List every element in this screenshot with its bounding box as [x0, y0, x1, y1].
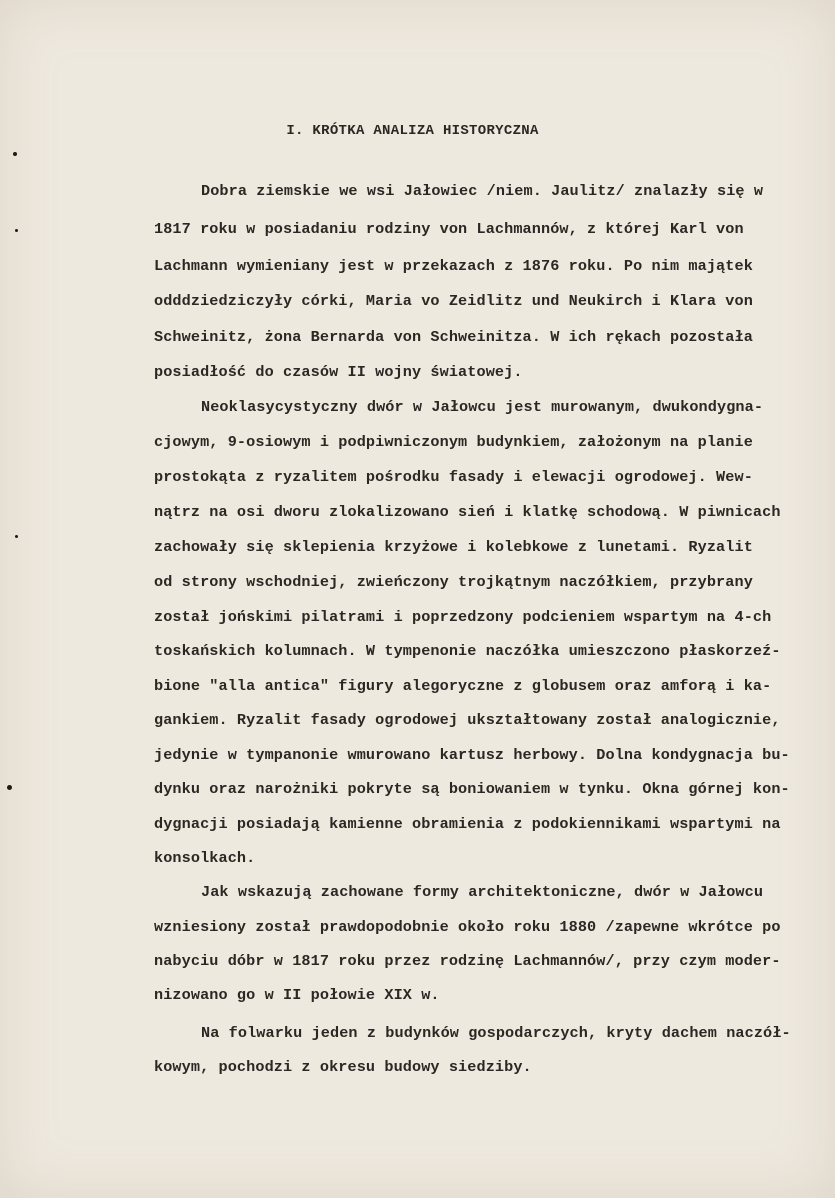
paragraph-2-line: od strony wschodniej, zwieńczony trojkątnym naczółkiem, przybrany [154, 573, 753, 591]
paragraph-3-line: Jak wskazują zachowane formy architektoniczne, dwór w Jałowcu [201, 883, 764, 901]
paragraph-3-line: nabyciu dóbr w 1817 roku przez rodzinę Lachmannów/, przy czym moder- [154, 952, 781, 970]
paragraph-2-line: dygnacji posiadają kamienne obramienia z podokiennikami wspartymi na [154, 815, 781, 833]
page-title: I. KRÓTKA ANALIZA HISTORYCZNA [286, 123, 539, 139]
paragraph-4-line: Na folwarku jeden z budynków gospodarczych, kryty dachem naczół- [201, 1024, 791, 1042]
margin-mark [15, 535, 18, 538]
paragraph-2-line: cjowym, 9-osiowym i podpiwniczonym budynkiem, założonym na planie [154, 433, 753, 451]
margin-mark [13, 152, 17, 156]
margin-mark [15, 229, 18, 232]
paragraph-1-line: 1817 roku w posiadaniu rodziny von Lachmannów, z której Karl von [154, 220, 744, 238]
paragraph-4-line: kowym, pochodzi z okresu budowy siedziby. [154, 1058, 532, 1076]
margin-mark [7, 785, 12, 790]
paragraph-2-line: jedynie w tympanonie wmurowano kartusz herbowy. Dolna kondygnacja bu- [154, 746, 790, 764]
paragraph-3-line: wzniesiony został prawdopodobnie około roku 1880 /zapewne wkrótce po [154, 918, 781, 936]
paragraph-2-line: został jońskimi pilatrami i poprzedzony podcieniem wspartym na 4-ch [154, 608, 772, 626]
paragraph-2-line: gankiem. Ryzalit fasady ogrodowej ukształtowany został analogicznie, [154, 711, 781, 729]
paragraph-1-line: Lachmann wymieniany jest w przekazach z 1876 roku. Po nim majątek [154, 257, 753, 275]
paragraph-1-line: Dobra ziemskie we wsi Jałowiec /niem. Jaulitz/ znalazły się w [201, 182, 764, 200]
paragraph-2-line: konsolkach. [154, 849, 256, 867]
paragraph-2-line: nątrz na osi dworu zlokalizowano sień i klatkę schodową. W piwnicach [154, 503, 781, 521]
paragraph-2-line: dynku oraz narożniki pokryte są boniowaniem w tynku. Okna górnej kon- [154, 780, 790, 798]
paragraph-2-line: Neoklasycystyczny dwór w Jałowcu jest murowanym, dwukondygna- [201, 398, 764, 416]
paragraph-2-line: zachowały się sklepienia krzyżowe i kolebkowe z lunetami. Ryzalit [154, 538, 753, 556]
paragraph-3-line: nizowano go w II połowie XIX w. [154, 986, 440, 1004]
paragraph-2-line: prostokąta z ryzalitem pośrodku fasady i elewacji ogrodowej. Wew- [154, 468, 753, 486]
paragraph-1-line: Schweinitz, żona Bernarda von Schweinitza. W ich rękach pozostała [154, 328, 753, 346]
paragraph-2-line: bione "alla antica" figury alegoryczne z globusem oraz amforą i ka- [154, 677, 772, 695]
paragraph-1-line: odddziedziczyły córki, Maria vo Zeidlitz und Neukirch i Klara von [154, 292, 753, 310]
paragraph-1-line: posiadłość do czasów II wojny światowej. [154, 363, 523, 381]
paragraph-2-line: toskańskich kolumnach. W tympenonie naczółka umieszczono płaskorzeź- [154, 642, 781, 660]
